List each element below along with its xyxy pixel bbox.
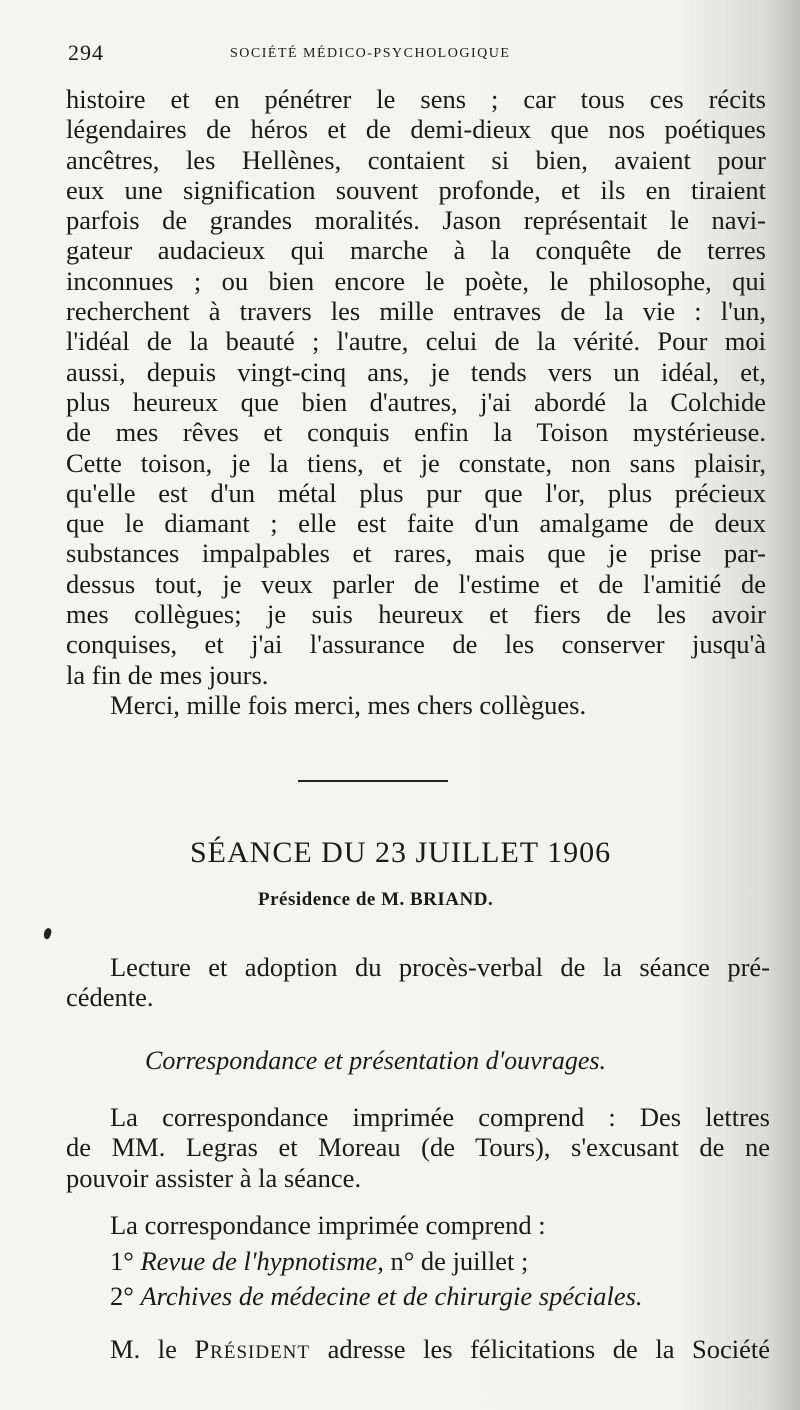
text-line: qu'elle est d'un métal plus pur que l'or, plus précieux (66, 477, 766, 508)
text-line: substances impalpables et rares, mais que je prise par- (66, 538, 766, 569)
page-number: 294 (68, 40, 104, 65)
ink-mark (42, 927, 52, 940)
text-line: Cette toison, je la tiens, et je constate, non sans plaisir, (66, 447, 766, 478)
text-line: légendaires de héros et de demi-dieux que nos poétiques (66, 114, 766, 145)
text-fragment: adresse les félicitations de la Société (327, 1334, 771, 1364)
seance-title: SÉANCE DU 23 JUILLET 1906 (190, 836, 612, 869)
text-line: la fin de mes jours. (66, 659, 269, 690)
president-word: Président (194, 1334, 311, 1364)
text-line: mes collègues; je suis heureux et fiers de les avoir (66, 599, 766, 630)
text-line: Lecture et adoption du procès-verbal de la séance pré- (110, 952, 770, 982)
list-number: 1° (110, 1246, 134, 1277)
list-item (66, 1281, 770, 1311)
text-line: parfois de grandes moralités. Jason représentait le navi- (66, 205, 766, 236)
page-header (68, 40, 768, 70)
list-item (66, 1246, 770, 1276)
text-line: histoire et en pénétrer le sens ; car tous ces récits (66, 84, 766, 114)
correspondance-list (66, 1210, 770, 1311)
text-line: eux une signification souvent profonde, et ils en tiraient (66, 174, 766, 205)
presidence-line: Présidence de M. BRIAND. (258, 889, 494, 910)
text-line: ancêtres, les Hellènes, contaient si bien, avaient pour (66, 144, 766, 175)
closing-paragraph (66, 1334, 770, 1364)
text-line: aussi, depuis vingt-cinq ans, je tends vers un idéal, et, (66, 356, 766, 387)
correspondance-heading: Correspondance et présentation d'ouvrages. (145, 1046, 606, 1075)
text-line: conquises, et j'ai l'assurance de les conserver jusqu'à (66, 629, 766, 660)
journal-title: Archives de médecine et de chirurgie spéciales. (140, 1280, 643, 1311)
text-line: inconnues ; ou bien encore le poète, le philosophe, qui (66, 265, 766, 296)
correspondance-paragraph (66, 1102, 770, 1193)
text-line: que le diamant ; elle est faite d'un amalgame de deux (66, 508, 766, 539)
text-line: l'idéal de la beauté ; l'autre, celui de la vérité. Pour moi (66, 326, 766, 357)
text-line: La correspondance imprimée comprend : Des lettres (110, 1102, 770, 1132)
journal-issue: n° de juillet ; (390, 1246, 529, 1277)
text-line: cédente. (66, 982, 154, 1013)
text-line: recherchent à travers les mille entraves de la vie : l'un, (66, 296, 766, 327)
closing-line: Merci, mille fois merci, mes chers collègues. (110, 689, 587, 720)
journal-title: Revue de l'hypnotisme, (140, 1246, 384, 1277)
running-head: SOCIÉTÉ MÉDICO-PSYCHOLOGIQUE (230, 46, 511, 61)
text-line: dessus tout, je veux parler de l'estime et de l'amitié de (66, 568, 766, 599)
text-line (66, 1334, 770, 1364)
text-line: de mes rêves et conquis enfin la Toison mystérieuse. (66, 417, 766, 448)
list-number: 2° (110, 1280, 134, 1311)
section-divider (298, 780, 448, 782)
text-line: plus heureux que bien d'autres, j'ai abordé la Colchide (66, 386, 766, 417)
text-line: pouvoir assister à la séance. (66, 1162, 362, 1193)
text-line: gateur audacieux qui marche à la conquête de terres (66, 235, 766, 266)
text-fragment: M. le (110, 1334, 177, 1364)
speech-paragraph (66, 84, 766, 720)
lecture-paragraph (66, 952, 770, 1013)
text-line: La correspondance imprimée comprend : (110, 1210, 546, 1240)
text-line: de MM. Legras et Moreau (de Tours), s'excusant de ne (66, 1132, 770, 1163)
